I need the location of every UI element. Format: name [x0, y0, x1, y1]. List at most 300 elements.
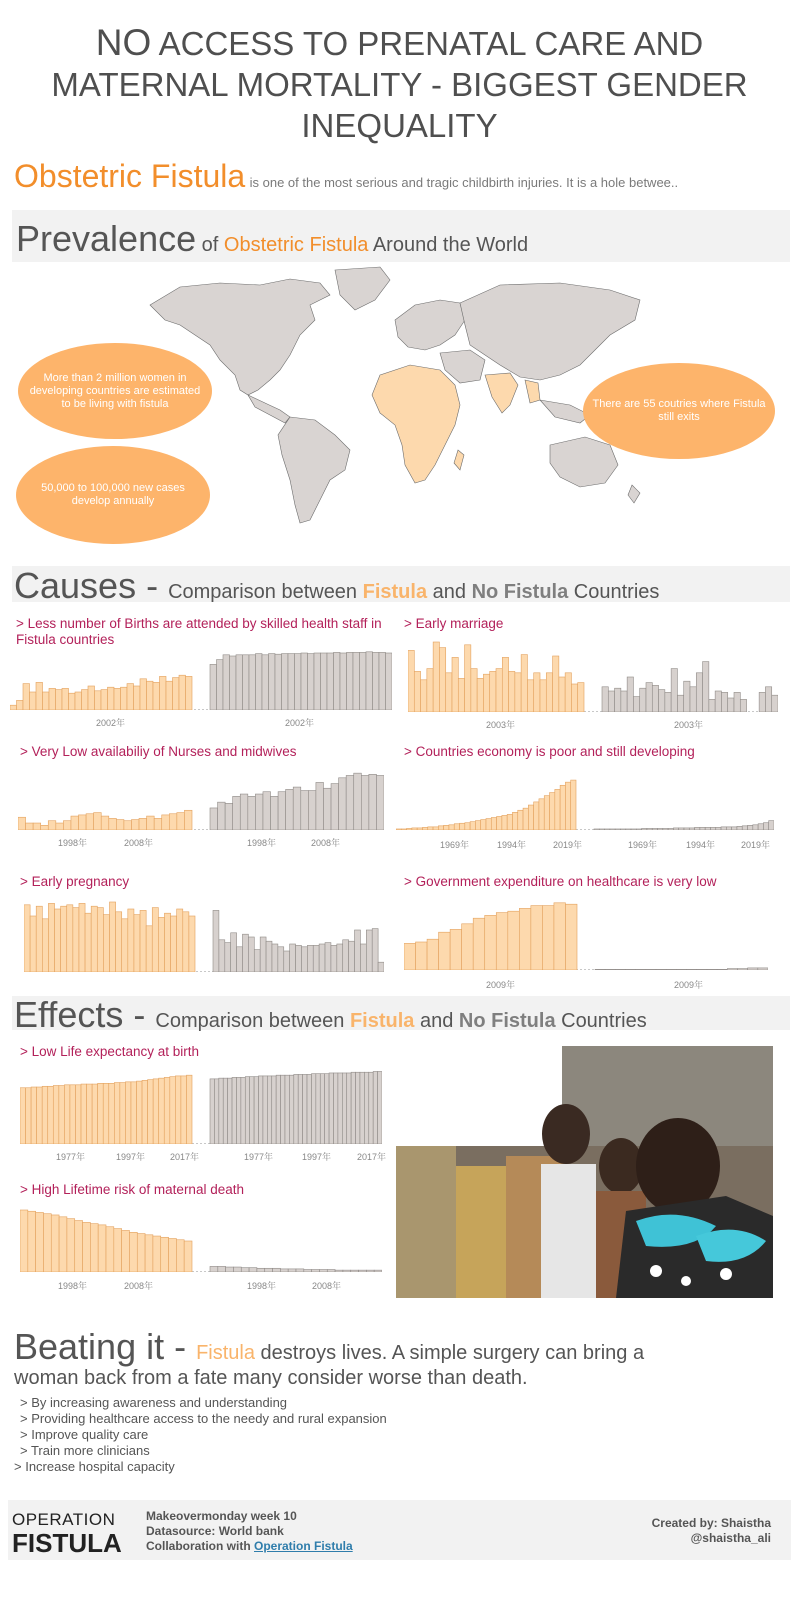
bar-no-fistula[interactable]: [237, 947, 243, 972]
bar-fistula[interactable]: [42, 1086, 48, 1144]
bar-fistula[interactable]: [140, 910, 146, 972]
chart-early-marriage[interactable]: [408, 640, 778, 712]
bar-fistula[interactable]: [486, 819, 491, 830]
bar-no-fistula[interactable]: [288, 654, 295, 710]
bar-no-fistula[interactable]: [223, 655, 230, 710]
bar-no-fistula[interactable]: [298, 1074, 302, 1144]
bar-no-fistula[interactable]: [236, 1077, 240, 1144]
bar-fistula[interactable]: [121, 687, 128, 710]
bar-no-fistula[interactable]: [646, 683, 652, 712]
bar-fistula[interactable]: [116, 820, 124, 830]
bar-no-fistula[interactable]: [737, 826, 742, 830]
bar-no-fistula[interactable]: [636, 829, 641, 830]
bar-fistula[interactable]: [20, 1088, 26, 1144]
bar-fistula[interactable]: [565, 673, 571, 712]
bar-fistula[interactable]: [164, 1077, 170, 1144]
bar-no-fistula[interactable]: [633, 697, 639, 712]
bar-fistula[interactable]: [170, 1077, 176, 1144]
bar-fistula[interactable]: [139, 818, 147, 830]
bar-fistula[interactable]: [554, 903, 566, 970]
bar-fistula[interactable]: [116, 912, 122, 972]
bar-fistula[interactable]: [101, 690, 108, 710]
bar-fistula[interactable]: [508, 911, 520, 970]
bar-fistula[interactable]: [175, 1076, 181, 1144]
bar-fistula[interactable]: [550, 793, 555, 830]
bar-fistula[interactable]: [502, 657, 508, 712]
bar-no-fistula[interactable]: [210, 1079, 214, 1144]
bar-fistula[interactable]: [544, 796, 549, 830]
bar-fistula[interactable]: [422, 827, 427, 830]
bar-fistula[interactable]: [465, 823, 470, 830]
bar-fistula[interactable]: [140, 679, 147, 710]
bar-no-fistula[interactable]: [233, 796, 241, 830]
bar-no-fistula[interactable]: [243, 655, 250, 710]
bar-no-fistula[interactable]: [615, 688, 621, 712]
bar-no-fistula[interactable]: [249, 655, 256, 710]
bar-no-fistula[interactable]: [689, 828, 694, 830]
bar-no-fistula[interactable]: [266, 941, 272, 972]
bar-no-fistula[interactable]: [267, 1076, 271, 1144]
bar-fistula[interactable]: [137, 1081, 143, 1144]
bar-no-fistula[interactable]: [312, 1270, 320, 1272]
bar-no-fistula[interactable]: [677, 695, 683, 712]
bar-no-fistula[interactable]: [342, 1073, 346, 1144]
bar-no-fistula[interactable]: [673, 828, 678, 830]
bar-fistula[interactable]: [127, 684, 134, 710]
bar-fistula[interactable]: [83, 1222, 91, 1272]
bar-fistula[interactable]: [79, 903, 85, 972]
bar-no-fistula[interactable]: [218, 802, 226, 830]
bar-fistula[interactable]: [109, 818, 117, 830]
bar-fistula[interactable]: [152, 908, 158, 972]
bar-no-fistula[interactable]: [325, 943, 331, 972]
bar-fistula[interactable]: [496, 913, 508, 970]
bar-no-fistula[interactable]: [314, 653, 321, 710]
bar-no-fistula[interactable]: [716, 827, 721, 830]
bar-fistula[interactable]: [179, 675, 186, 710]
bar-fistula[interactable]: [67, 905, 73, 972]
bar-fistula[interactable]: [131, 820, 139, 830]
bar-no-fistula[interactable]: [319, 1270, 327, 1272]
bar-fistula[interactable]: [30, 692, 37, 710]
bar-no-fistula[interactable]: [695, 827, 700, 830]
bar-fistula[interactable]: [531, 906, 543, 970]
bar-no-fistula[interactable]: [331, 945, 337, 972]
bar-fistula[interactable]: [555, 789, 560, 830]
bar-fistula[interactable]: [502, 815, 507, 830]
bar-no-fistula[interactable]: [284, 951, 290, 972]
bar-no-fistula[interactable]: [666, 969, 676, 970]
bar-no-fistula[interactable]: [294, 1074, 298, 1144]
bar-fistula[interactable]: [446, 673, 452, 712]
bar-fistula[interactable]: [559, 677, 565, 712]
bar-fistula[interactable]: [452, 657, 458, 712]
bar-no-fistula[interactable]: [250, 1077, 254, 1144]
bar-no-fistula[interactable]: [361, 775, 369, 830]
bar-no-fistula[interactable]: [696, 673, 702, 712]
bar-fistula[interactable]: [48, 821, 56, 830]
bar-fistula[interactable]: [490, 671, 496, 712]
bar-no-fistula[interactable]: [285, 1075, 289, 1144]
bar-fistula[interactable]: [539, 799, 544, 830]
bar-fistula[interactable]: [134, 915, 140, 972]
bar-no-fistula[interactable]: [278, 792, 286, 830]
bar-fistula[interactable]: [91, 906, 97, 972]
bar-no-fistula[interactable]: [721, 692, 727, 712]
bar-no-fistula[interactable]: [236, 655, 243, 710]
bar-no-fistula[interactable]: [307, 945, 313, 972]
bar-fistula[interactable]: [124, 821, 132, 830]
bar-fistula[interactable]: [427, 939, 439, 970]
bar-fistula[interactable]: [153, 682, 160, 710]
bar-no-fistula[interactable]: [769, 821, 774, 830]
bar-no-fistula[interactable]: [286, 789, 294, 830]
bar-no-fistula[interactable]: [748, 968, 758, 970]
bar-no-fistula[interactable]: [275, 654, 282, 710]
bar-no-fistula[interactable]: [359, 1270, 367, 1272]
credit-handle[interactable]: @shaistha_ali: [690, 1531, 771, 1545]
bar-no-fistula[interactable]: [225, 803, 233, 830]
bar-fistula[interactable]: [485, 915, 497, 970]
bar-fistula[interactable]: [122, 919, 128, 972]
bar-no-fistula[interactable]: [620, 829, 625, 830]
bar-fistula[interactable]: [71, 816, 79, 830]
bar-fistula[interactable]: [114, 1083, 120, 1144]
bar-no-fistula[interactable]: [687, 969, 697, 970]
operation-fistula-logo[interactable]: [12, 1510, 122, 1556]
bar-fistula[interactable]: [450, 929, 462, 970]
bar-fistula[interactable]: [546, 673, 552, 712]
bar-fistula[interactable]: [75, 692, 82, 710]
bar-fistula[interactable]: [475, 821, 480, 830]
bar-no-fistula[interactable]: [307, 1074, 311, 1144]
bar-no-fistula[interactable]: [256, 654, 263, 710]
bar-fistula[interactable]: [88, 686, 95, 710]
bar-fistula[interactable]: [64, 1085, 70, 1144]
bar-fistula[interactable]: [110, 902, 116, 972]
bar-no-fistula[interactable]: [665, 692, 671, 712]
bar-fistula[interactable]: [161, 1237, 169, 1272]
world-map[interactable]: [140, 265, 650, 525]
bar-no-fistula[interactable]: [631, 829, 636, 830]
bar-fistula[interactable]: [114, 688, 121, 710]
bar-fistula[interactable]: [31, 1087, 37, 1144]
bar-no-fistula[interactable]: [636, 969, 646, 970]
bar-no-fistula[interactable]: [219, 1078, 223, 1144]
bar-fistula[interactable]: [90, 1224, 98, 1272]
bar-no-fistula[interactable]: [262, 655, 269, 710]
bar-fistula[interactable]: [534, 673, 540, 712]
bar-fistula[interactable]: [55, 909, 61, 972]
bar-fistula[interactable]: [166, 681, 173, 710]
bar-fistula[interactable]: [553, 656, 559, 712]
bar-no-fistula[interactable]: [369, 774, 377, 830]
bar-fistula[interactable]: [86, 814, 94, 830]
bar-fistula[interactable]: [114, 1229, 122, 1272]
bar-no-fistula[interactable]: [379, 652, 386, 710]
bar-no-fistula[interactable]: [659, 690, 665, 712]
bar-no-fistula[interactable]: [656, 969, 666, 970]
bar-fistula[interactable]: [59, 1086, 65, 1144]
bar-no-fistula[interactable]: [366, 1270, 374, 1272]
bar-no-fistula[interactable]: [260, 937, 266, 972]
bar-fistula[interactable]: [477, 678, 483, 712]
chart-nurses-midwives[interactable]: [18, 770, 384, 830]
bar-no-fistula[interactable]: [621, 691, 627, 712]
bar-no-fistula[interactable]: [652, 685, 658, 712]
bar-no-fistula[interactable]: [364, 1072, 368, 1144]
bar-no-fistula[interactable]: [231, 933, 237, 972]
bar-fistula[interactable]: [560, 785, 565, 830]
bar-no-fistula[interactable]: [710, 827, 715, 830]
bar-fistula[interactable]: [571, 684, 577, 712]
chart-maternal-death[interactable]: [20, 1208, 382, 1272]
bar-fistula[interactable]: [69, 693, 76, 710]
bar-fistula[interactable]: [401, 829, 406, 830]
bar-fistula[interactable]: [81, 1084, 87, 1144]
bar-fistula[interactable]: [523, 808, 528, 830]
bar-fistula[interactable]: [470, 822, 475, 830]
bar-no-fistula[interactable]: [271, 796, 279, 830]
bar-no-fistula[interactable]: [320, 1074, 324, 1144]
bar-fistula[interactable]: [460, 823, 465, 830]
bar-no-fistula[interactable]: [742, 826, 747, 830]
bar-no-fistula[interactable]: [366, 652, 373, 710]
bar-no-fistula[interactable]: [319, 944, 325, 972]
bar-no-fistula[interactable]: [303, 1074, 307, 1144]
bar-no-fistula[interactable]: [276, 1075, 280, 1144]
bar-no-fistula[interactable]: [626, 969, 636, 970]
bar-fistula[interactable]: [171, 916, 177, 972]
bar-fistula[interactable]: [137, 1234, 145, 1272]
bar-no-fistula[interactable]: [700, 827, 705, 830]
bar-fistula[interactable]: [428, 827, 433, 830]
bar-no-fistula[interactable]: [304, 1270, 312, 1272]
bar-no-fistula[interactable]: [334, 652, 341, 710]
bar-fistula[interactable]: [120, 1083, 126, 1144]
bar-no-fistula[interactable]: [233, 1267, 241, 1272]
bar-no-fistula[interactable]: [727, 969, 737, 970]
bar-no-fistula[interactable]: [707, 969, 717, 970]
bar-fistula[interactable]: [414, 671, 420, 712]
bar-no-fistula[interactable]: [709, 699, 715, 712]
bar-no-fistula[interactable]: [242, 934, 248, 972]
bar-no-fistula[interactable]: [605, 829, 610, 830]
bar-no-fistula[interactable]: [296, 945, 302, 972]
bar-fistula[interactable]: [98, 1083, 104, 1144]
bar-no-fistula[interactable]: [308, 654, 315, 710]
bar-no-fistula[interactable]: [232, 1077, 236, 1144]
bar-no-fistula[interactable]: [218, 1266, 226, 1272]
bar-no-fistula[interactable]: [599, 829, 604, 830]
bar-fistula[interactable]: [42, 919, 48, 972]
bar-no-fistula[interactable]: [373, 1071, 377, 1144]
chart-early-pregnancy[interactable]: [24, 900, 384, 972]
bar-fistula[interactable]: [108, 687, 115, 710]
bar-fistula[interactable]: [48, 903, 54, 972]
bar-fistula[interactable]: [53, 1086, 59, 1144]
bar-fistula[interactable]: [82, 690, 89, 710]
bar-no-fistula[interactable]: [265, 1268, 273, 1272]
bar-no-fistula[interactable]: [347, 1073, 351, 1144]
bar-no-fistula[interactable]: [339, 778, 347, 830]
bar-no-fistula[interactable]: [366, 930, 372, 972]
bar-no-fistula[interactable]: [737, 969, 747, 970]
bar-no-fistula[interactable]: [356, 1072, 360, 1144]
bar-no-fistula[interactable]: [226, 1267, 234, 1272]
bar-fistula[interactable]: [56, 690, 63, 710]
bar-fistula[interactable]: [153, 1079, 159, 1144]
bar-no-fistula[interactable]: [652, 828, 657, 830]
bar-no-fistula[interactable]: [295, 654, 302, 710]
bar-fistula[interactable]: [396, 829, 401, 830]
bar-no-fistula[interactable]: [594, 829, 599, 830]
bar-no-fistula[interactable]: [658, 828, 663, 830]
bar-no-fistula[interactable]: [353, 652, 360, 710]
bar-no-fistula[interactable]: [763, 823, 768, 830]
chart-economy[interactable]: [396, 776, 774, 830]
bar-no-fistula[interactable]: [257, 1268, 265, 1272]
bar-no-fistula[interactable]: [378, 1071, 382, 1144]
bar-no-fistula[interactable]: [346, 775, 354, 830]
bar-no-fistula[interactable]: [259, 1076, 263, 1144]
bar-no-fistula[interactable]: [316, 782, 324, 830]
bar-fistula[interactable]: [417, 828, 422, 830]
bar-fistula[interactable]: [148, 1080, 154, 1144]
bar-no-fistula[interactable]: [223, 1078, 227, 1144]
bar-no-fistula[interactable]: [373, 652, 380, 710]
bar-no-fistula[interactable]: [323, 788, 331, 830]
bar-fistula[interactable]: [103, 915, 109, 972]
bar-fistula[interactable]: [481, 820, 486, 830]
bar-no-fistula[interactable]: [241, 1268, 249, 1272]
bar-fistula[interactable]: [131, 1082, 137, 1144]
bar-fistula[interactable]: [189, 916, 195, 972]
bar-no-fistula[interactable]: [293, 787, 301, 830]
bar-fistula[interactable]: [129, 1232, 137, 1272]
bar-no-fistula[interactable]: [327, 653, 334, 710]
bar-fistula[interactable]: [433, 642, 439, 712]
bar-no-fistula[interactable]: [338, 1073, 342, 1144]
bar-fistula[interactable]: [540, 680, 546, 712]
bar-fistula[interactable]: [49, 688, 56, 710]
bar-no-fistula[interactable]: [369, 1072, 373, 1144]
bar-no-fistula[interactable]: [360, 1072, 364, 1144]
bar-no-fistula[interactable]: [355, 930, 361, 972]
bar-fistula[interactable]: [421, 680, 427, 712]
bar-no-fistula[interactable]: [335, 1270, 343, 1272]
bar-no-fistula[interactable]: [210, 1266, 218, 1272]
bar-no-fistula[interactable]: [301, 653, 308, 710]
bar-fistula[interactable]: [67, 1219, 75, 1272]
bar-no-fistula[interactable]: [615, 969, 625, 970]
bar-no-fistula[interactable]: [726, 827, 731, 830]
bar-no-fistula[interactable]: [595, 969, 605, 970]
bar-fistula[interactable]: [75, 1221, 83, 1272]
bar-no-fistula[interactable]: [213, 910, 219, 972]
bar-no-fistula[interactable]: [721, 827, 726, 830]
bar-fistula[interactable]: [59, 1217, 67, 1272]
bar-fistula[interactable]: [37, 1087, 43, 1144]
bar-fistula[interactable]: [98, 1225, 106, 1272]
bar-fistula[interactable]: [125, 1082, 131, 1144]
bar-fistula[interactable]: [449, 825, 454, 830]
bar-no-fistula[interactable]: [321, 653, 328, 710]
bar-fistula[interactable]: [465, 645, 471, 712]
bar-no-fistula[interactable]: [647, 828, 652, 830]
bar-no-fistula[interactable]: [705, 827, 710, 830]
bar-fistula[interactable]: [186, 676, 193, 710]
bar-no-fistula[interactable]: [343, 1270, 351, 1272]
bar-no-fistula[interactable]: [255, 794, 263, 830]
bar-no-fistula[interactable]: [372, 929, 378, 972]
bar-no-fistula[interactable]: [740, 699, 746, 712]
bar-no-fistula[interactable]: [263, 1076, 267, 1144]
bar-fistula[interactable]: [106, 1227, 114, 1272]
intro-text[interactable]: is one of the most serious and tragic childbirth injuries. It is a hole betwee..: [249, 175, 679, 190]
bar-no-fistula[interactable]: [225, 943, 231, 972]
bar-no-fistula[interactable]: [272, 944, 278, 972]
bar-fistula[interactable]: [62, 688, 69, 710]
bar-fistula[interactable]: [519, 908, 531, 970]
bar-no-fistula[interactable]: [684, 828, 689, 830]
bar-fistula[interactable]: [458, 678, 464, 712]
bar-no-fistula[interactable]: [228, 1078, 232, 1144]
bar-fistula[interactable]: [18, 817, 26, 830]
bar-no-fistula[interactable]: [343, 940, 349, 972]
bar-no-fistula[interactable]: [327, 1270, 335, 1272]
bar-no-fistula[interactable]: [734, 692, 740, 712]
bar-no-fistula[interactable]: [703, 662, 709, 712]
bar-fistula[interactable]: [433, 827, 438, 830]
bar-fistula[interactable]: [404, 943, 416, 970]
bar-no-fistula[interactable]: [615, 829, 620, 830]
bar-fistula[interactable]: [454, 824, 459, 830]
bar-fistula[interactable]: [439, 932, 451, 970]
bar-fistula[interactable]: [158, 917, 164, 972]
bar-fistula[interactable]: [186, 1075, 192, 1144]
bar-no-fistula[interactable]: [758, 824, 763, 830]
bar-fistula[interactable]: [79, 815, 87, 830]
bar-fistula[interactable]: [97, 908, 103, 972]
bar-fistula[interactable]: [51, 1215, 59, 1272]
bar-fistula[interactable]: [507, 814, 512, 830]
bar-fistula[interactable]: [30, 916, 36, 972]
bar-fistula[interactable]: [496, 669, 502, 712]
bar-fistula[interactable]: [408, 650, 414, 712]
bar-fistula[interactable]: [153, 1236, 161, 1272]
bar-no-fistula[interactable]: [219, 940, 225, 972]
bar-no-fistula[interactable]: [269, 654, 276, 710]
bar-fistula[interactable]: [169, 814, 177, 830]
bar-no-fistula[interactable]: [210, 808, 218, 830]
bar-no-fistula[interactable]: [214, 1079, 218, 1144]
bar-fistula[interactable]: [512, 812, 517, 830]
chart-gov-expenditure[interactable]: [404, 898, 768, 970]
bar-fistula[interactable]: [184, 810, 192, 830]
bar-fistula[interactable]: [527, 680, 533, 712]
bar-fistula[interactable]: [17, 700, 24, 710]
bar-no-fistula[interactable]: [280, 1269, 288, 1272]
bar-no-fistula[interactable]: [290, 944, 296, 972]
bar-fistula[interactable]: [33, 823, 41, 830]
bar-no-fistula[interactable]: [646, 969, 656, 970]
bar-fistula[interactable]: [24, 905, 30, 972]
bar-no-fistula[interactable]: [378, 962, 384, 972]
bar-fistula[interactable]: [154, 818, 162, 830]
bar-no-fistula[interactable]: [245, 1077, 249, 1144]
bar-fistula[interactable]: [73, 908, 79, 972]
